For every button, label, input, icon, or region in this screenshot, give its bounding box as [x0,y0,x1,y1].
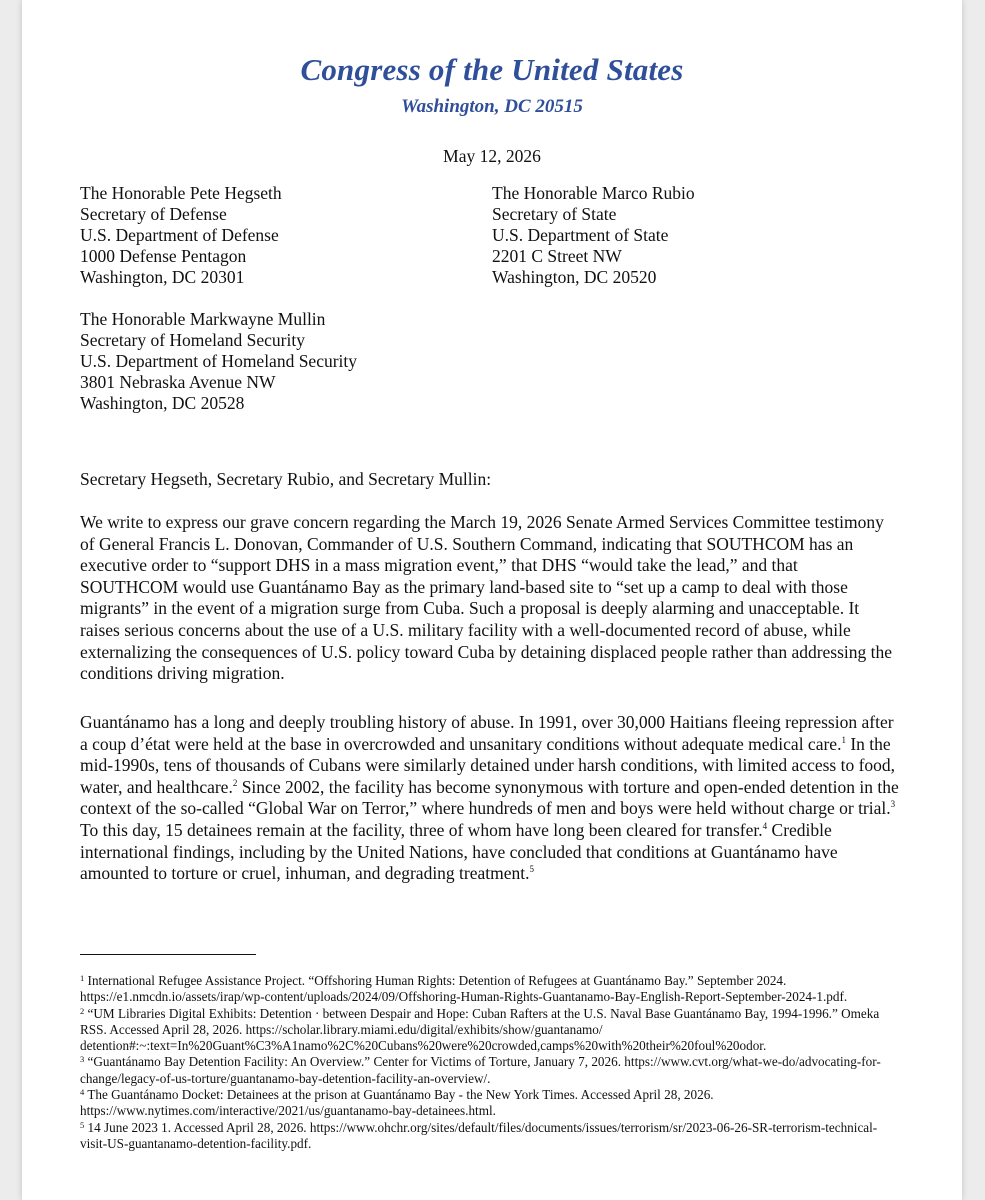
address-line: Secretary of Homeland Security [80,330,305,350]
footnote-item [80,1087,900,1120]
sentence: Since 2002, the facility has become synonymous with torture and open-ended detention in the context of the so-called “Global War on Terror,” where hundreds of men and boys were held without charge or trial. [80,776,899,819]
footnote-text: “Guantánamo Bay Detention Facility: An Overview.” Center for Victims of Torture, January 7, 2026. https://www.cvt.org/what-we-do/advocating-for-change/legacy-of-us-torture/guantanamo-bay-detention-facility-an-overview/. [80,1054,881,1086]
address-line: 3801 Nebraska Avenue NW [80,372,276,392]
sentence: To this day, 15 detainees remain at the facility, three of whom have long been cleared for transfer. [80,819,763,840]
recipient-address-state [492,183,695,288]
paragraph-text [80,712,900,885]
footnote-item [80,1006,900,1055]
letterhead-subtitle: Washington, DC 20515 [401,96,583,117]
address-line: Washington, DC 20520 [492,267,657,287]
letter-page [22,0,962,1200]
address-line: Washington, DC 20301 [80,267,245,287]
footnote-text: International Refugee Assistance Project. “Offshoring Human Rights: Detention of Refugees at Guantánamo Bay.” September 2024. https://e1.nmcdn.io/assets/irap/wp-content/uploads/2024/09/Offshoring-Human-Rights-Guantanamo-Bay-English-Report-September-2024-1.pdf. [80,973,848,1005]
footnote-ref[interactable]: 4 [762,821,768,832]
address-line: U.S. Department of Homeland Security [80,351,358,371]
footnotes [80,973,900,1152]
footnote-text: “UM Libraries Digital Exhibits: Detention · between Despair and Hope: Cuban Rafters at the U.S. Naval Base Guantánamo Bay, 1994-1996.” Omeka RSS. Accessed April 28, 2026. https://scholar.library.miami.edu/digital/exhibits/show/guantanamo/ detention#:~:text=In%20Guant%C3%A1namo%2C%20Cubans%20were%20crowded,camps%20with%20their%20foul%20odor. [80,1005,880,1054]
letterhead-title: Congress of the United States [300,52,684,87]
footnote-ref[interactable]: 5 [529,864,535,875]
footnote-item [80,1054,900,1087]
paragraph-history [80,712,900,885]
paragraph-concern [80,512,900,685]
footnote-number: 4 [80,1087,85,1098]
recipient-address-homeland-security [80,309,357,414]
footnote-number: 2 [80,1005,85,1016]
address-line: The Honorable Pete Hegseth [80,183,282,203]
footnote-text: 14 June 2023 1. Accessed April 28, 2026. https://www.ohchr.org/sites/default/files/documents/issues/terrorism/sr/2023-06-26-SR-terrorism-technical-visit-US-guantanamo-detention-facility.pdf. [80,1119,878,1151]
address-line: 1000 Defense Pentagon [80,246,247,266]
address-line: U.S. Department of Defense [80,225,279,245]
sentence: In the mid-1990s, tens of thousands of Cubans were similarly detained under harsh conditions, with limited access to food, water, and healthcare. [80,733,896,797]
footnote-ref[interactable]: 3 [890,799,896,810]
sentence: Credible international findings, including by the United Nations, have concluded that conditions at Guantánamo have amounted to torture or cruel, inhuman, and degrading treatment. [80,819,838,884]
address-line: Secretary of Defense [80,204,227,224]
footnote-item [80,973,900,1006]
address-line: The Honorable Marco Rubio [492,183,695,203]
salutation: Secretary Hegseth, Secretary Rubio, and Secretary Mullin: [80,469,492,489]
sentence: Guantánamo has a long and deeply troubling history of abuse. In 1991, over 30,000 Haitians fleeing repression after a coup d’état were held at the base in overcrowded and unsanitary conditions without adequate medical care. [80,712,894,754]
address-line: U.S. Department of State [492,225,669,245]
footnote-item [80,1120,900,1153]
footnote-ref[interactable]: 1 [841,734,846,745]
footnote-ref[interactable]: 2 [232,777,238,788]
address-line: Washington, DC 20528 [80,393,245,413]
address-line: 2201 C Street NW [492,246,622,266]
footnote-number: 3 [80,1054,85,1065]
letter-date: May 12, 2026 [443,146,541,166]
footnote-divider [80,954,256,955]
footnote-text: The Guantánamo Docket: Detainees at the prison at Guantánamo Bay - the New York Times. Accessed April 28, 2026. https://www.nytimes.com/interactive/2021/us/guantanamo-bay-detainees.html. [80,1087,714,1119]
paragraph-text: We write to express our grave concern regarding the March 19, 2026 Senate Armed Services Committee testimony of General Francis L. Donovan, Commander of U.S. Southern Command, indicating that SOUTHCOM has an executive order to “support DHS in a mass migration event,” that DHS “would take the lead,” and that SOUTHCOM would use Guantánamo Bay as the primary land-based site to “set up a camp to deal with those migrants” in the event of a migration surge from Cuba. Such a proposal is deeply alarming and unacceptable. It raises serious concerns about the use of a U.S. military facility with a well-documented record of abuse, while externalizing the consequences of U.S. policy toward Cuba by detaining displaced people rather than addressing the conditions driving migration. [80,512,893,684]
address-line: The Honorable Markwayne Mullin [80,309,326,329]
footnote-number: 1 [80,973,85,983]
address-line: Secretary of State [492,204,617,224]
recipient-address-defense [80,183,282,288]
footnote-number: 5 [80,1119,85,1130]
